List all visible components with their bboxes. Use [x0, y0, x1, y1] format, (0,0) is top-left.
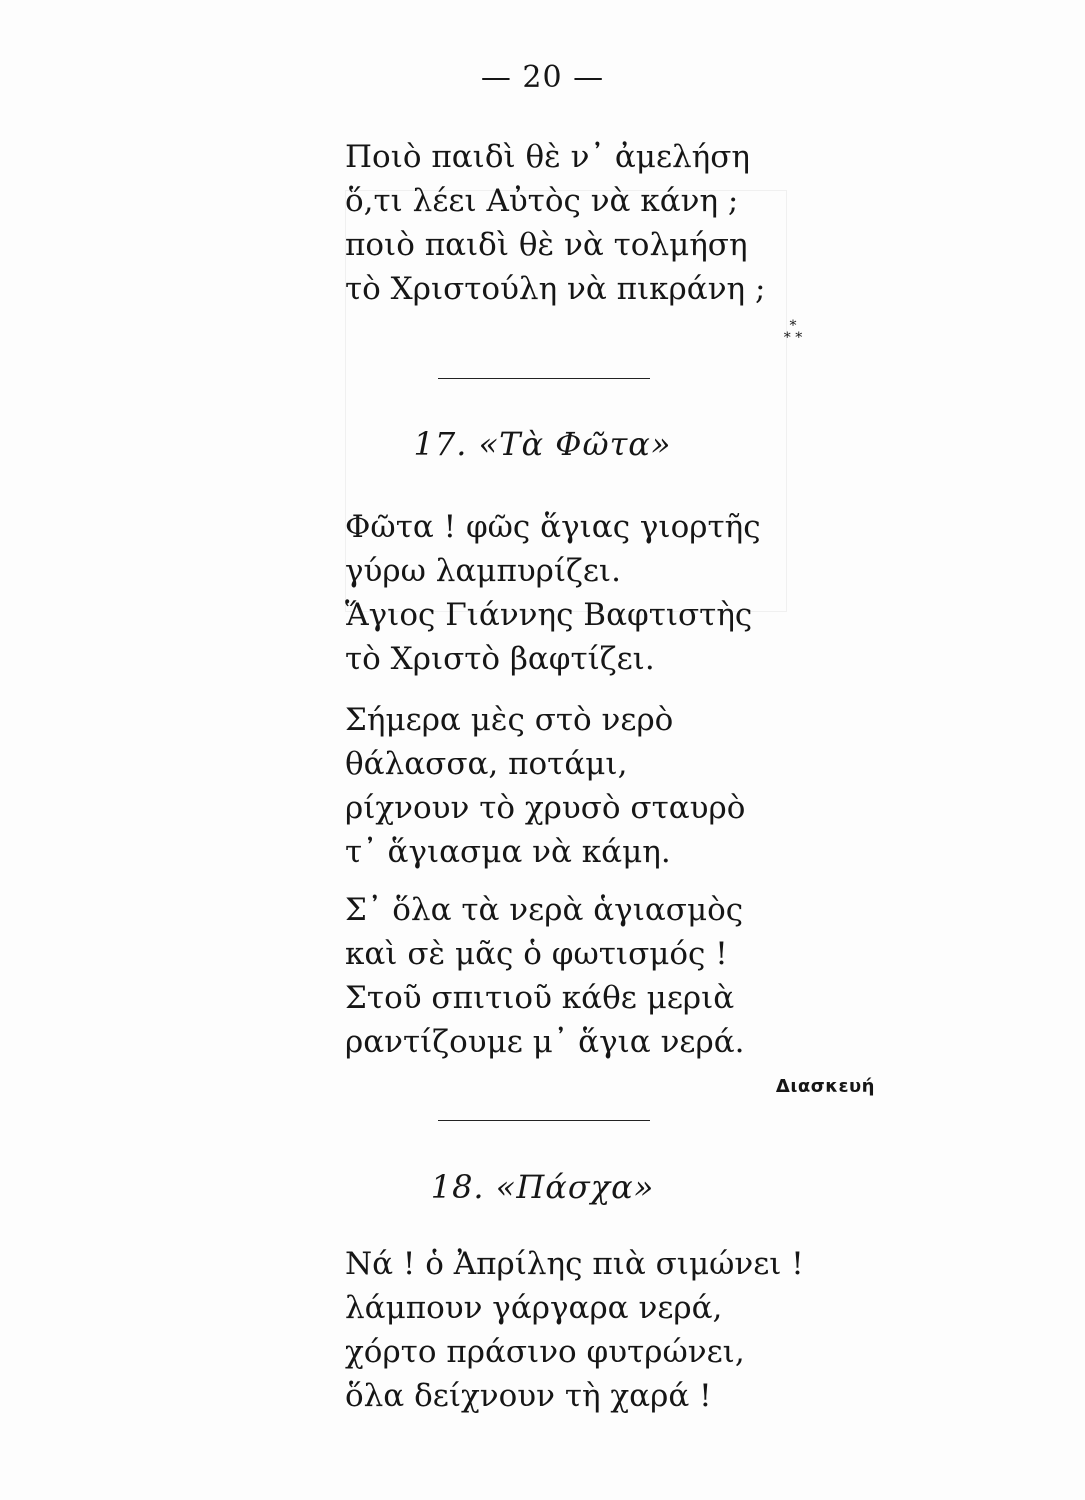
verse-line: λάμπουν γάργαρα νερά, [345, 1290, 723, 1326]
verse-line: Φῶτα ! φῶς ἅγιας γιορτῆς [345, 509, 761, 545]
verse-line: τὸ Χριστὸ βαφτίζει. [345, 641, 655, 677]
verse-line: Σήμερα μὲς στὸ νερὸ [345, 702, 674, 738]
verse-line: ραντίζουμε μ᾽ ἅγια νερά. [345, 1024, 745, 1060]
verse-line: Στοῦ σπιτιοῦ κάθε μεριὰ [345, 980, 735, 1016]
page-number: — 20 — [480, 60, 605, 95]
poem-18-stanza-1 [345, 1242, 805, 1418]
poem-17-title: 17. «Τὰ Φῶτα» [413, 425, 672, 463]
verse-line: Νά ! ὁ Ἀπρίλης πιὰ σιμώνει ! [345, 1246, 804, 1282]
poem-17-stanza-1 [345, 505, 805, 681]
poem-17-stanza-3 [345, 888, 805, 1064]
verse-line: Ἅγιος Γιάννης Βαφτιστὴς [345, 597, 753, 633]
poem-17-stanza-2 [345, 698, 805, 874]
poem-18-title: 18. «Πάσχα» [430, 1168, 655, 1206]
verse-line: χόρτο πράσινο φυτρώνει, [345, 1334, 745, 1370]
verse-line: καὶ σὲ μᾶς ὁ φωτισμός ! [345, 936, 728, 972]
verse-line: ὅλα δείχνουν τὴ χαρά ! [345, 1378, 712, 1414]
verse-line: τὸ Χριστούλη νὰ πικράνη ; [345, 271, 766, 307]
verse-line: Ποιὸ παιδὶ θὲ ν᾽ ἀμελήση [345, 139, 750, 175]
section-divider [438, 1120, 650, 1121]
verse-line: γύρω λαμπυρίζει. [345, 553, 621, 589]
verse-line: ὅ,τι λέει Αὐτὸς νὰ κάνη ; [345, 183, 739, 219]
attribution: Διασκευή [775, 1076, 875, 1097]
verse-line: ρίχνουν τὸ χρυσὸ σταυρὸ [345, 790, 746, 826]
verse-line: ποιὸ παιδὶ θὲ νὰ τολμήση [345, 227, 748, 263]
verse-line: θάλασσα, ποτάμι, [345, 746, 628, 782]
section-divider [438, 378, 650, 379]
stanza-continuation [345, 135, 805, 311]
verse-line: Σ᾽ ὅλα τὰ νερὰ ἁγιασμὸς [345, 892, 744, 928]
asterism-ornament: * * * [783, 318, 803, 346]
verse-line: τ᾽ ἅγιασμα νὰ κάμη. [345, 834, 671, 870]
